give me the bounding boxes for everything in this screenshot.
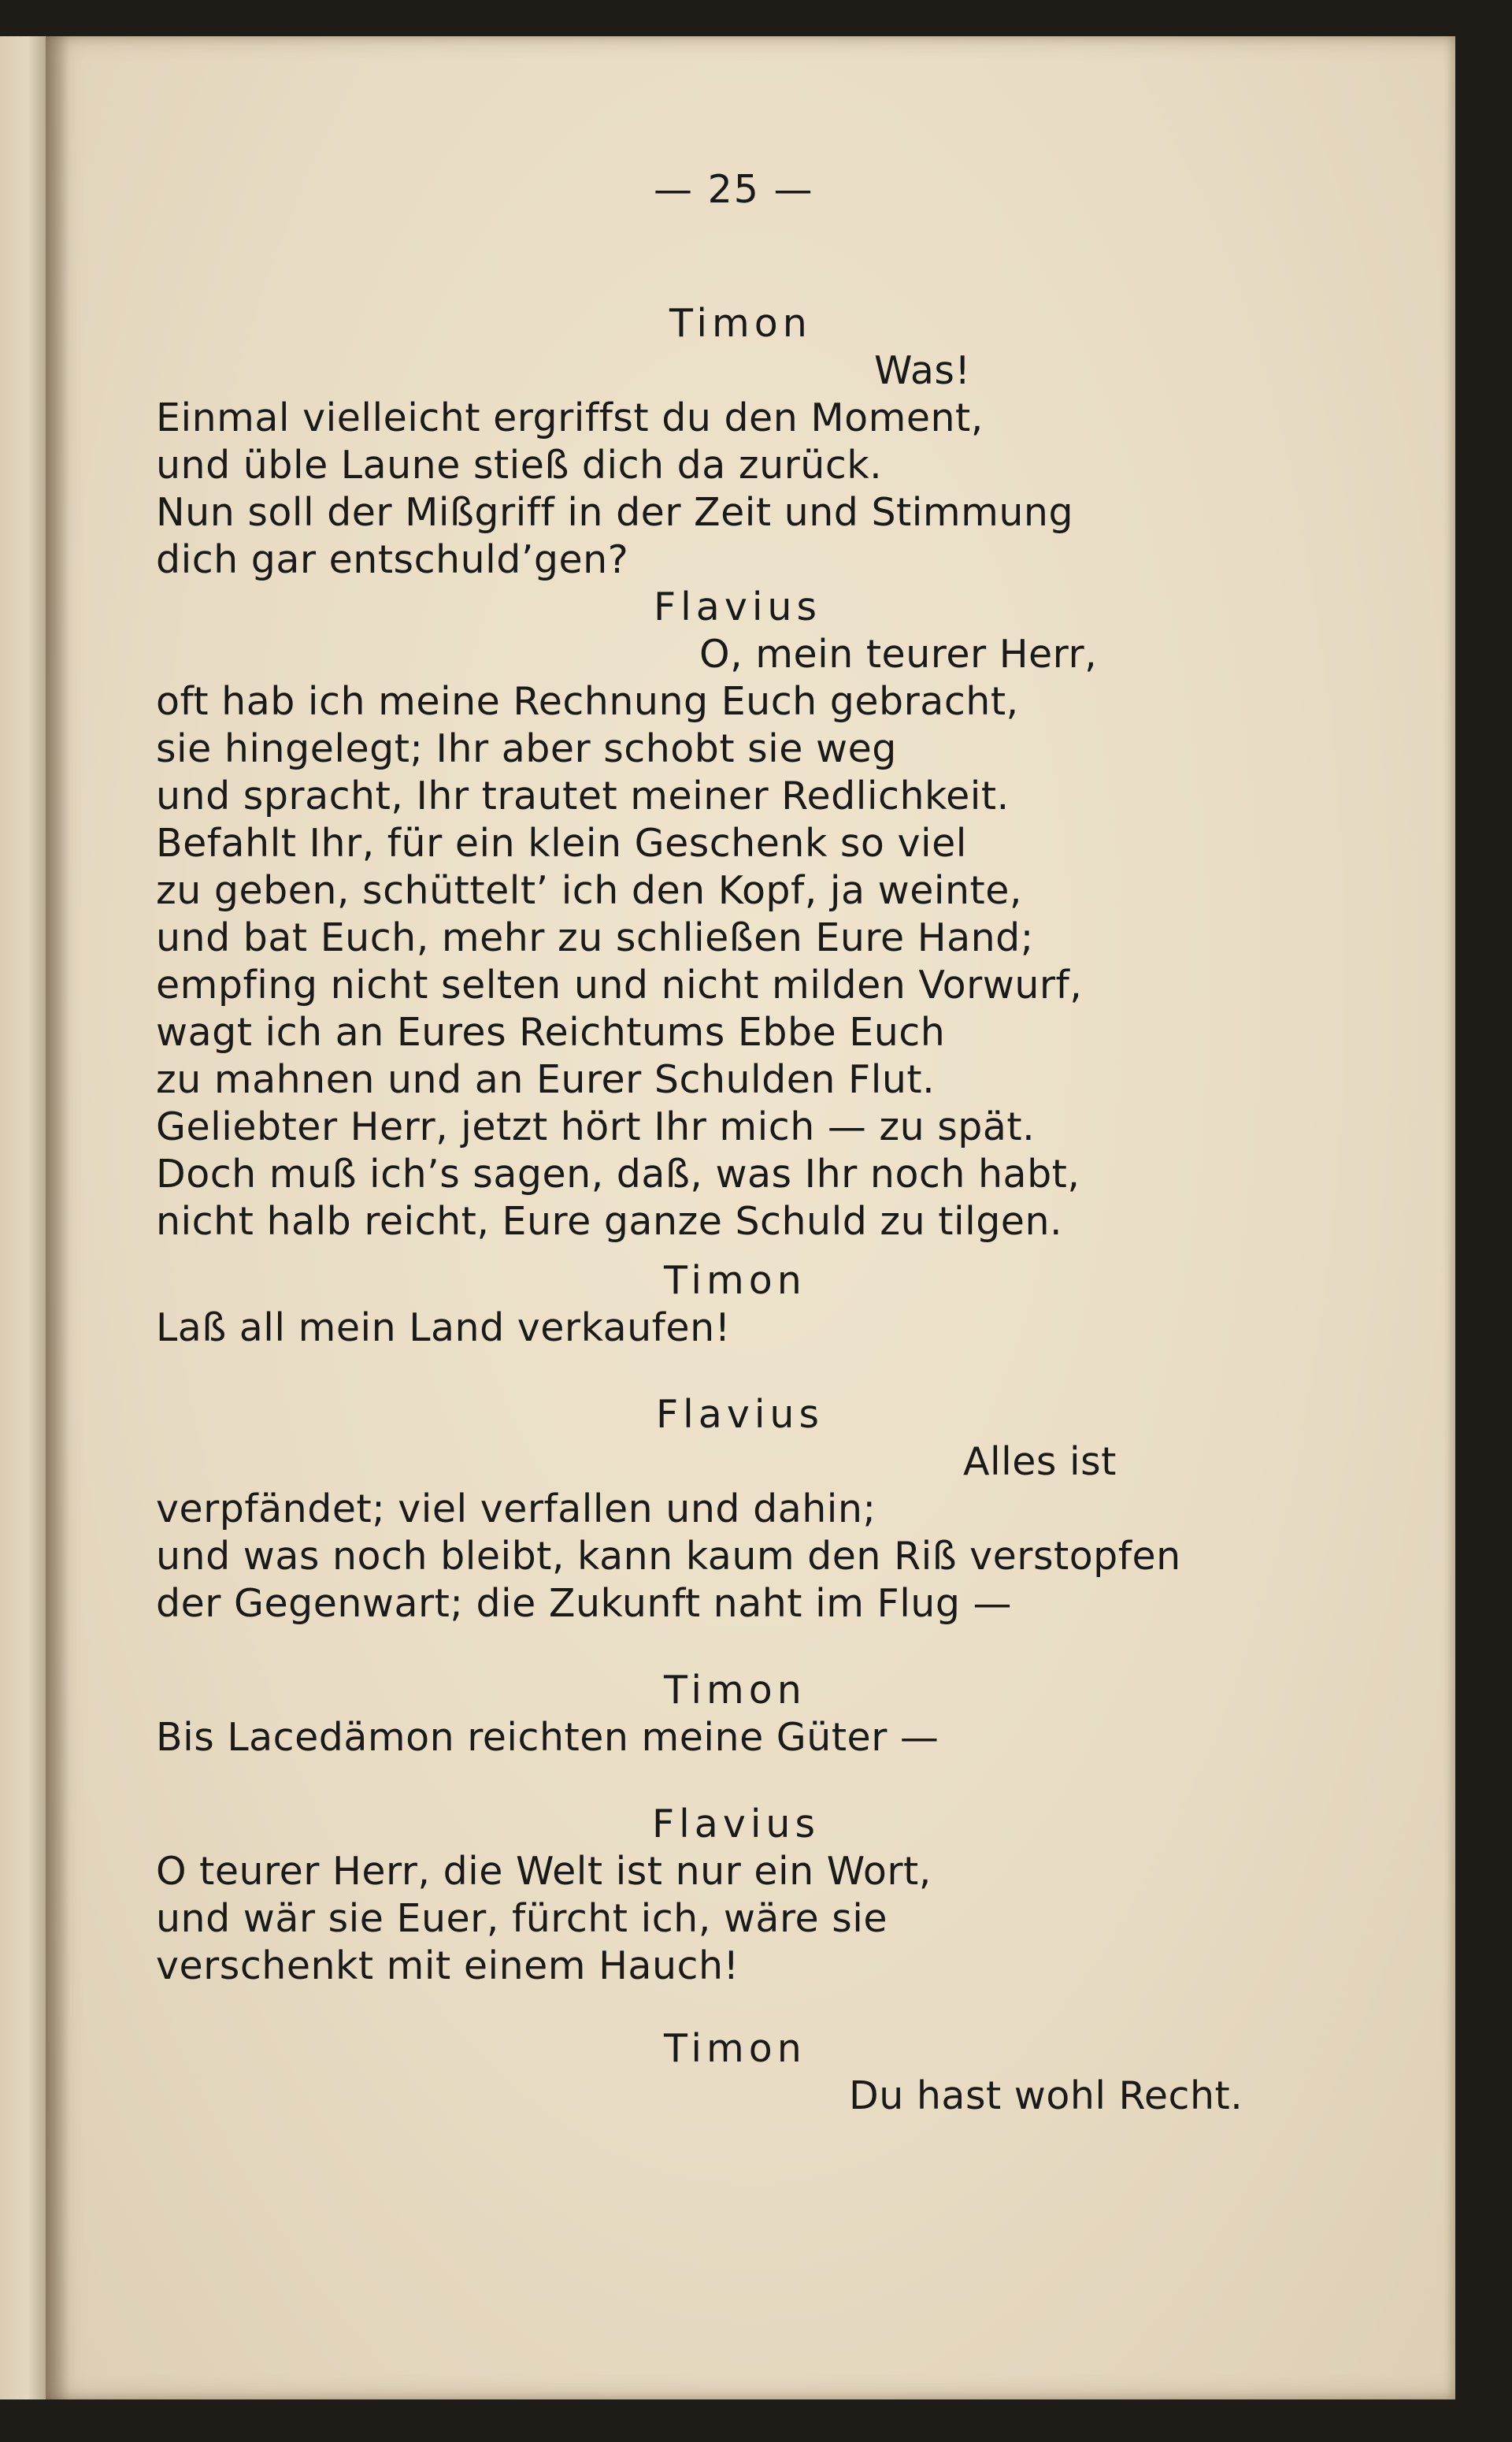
verse-line: nicht halb reicht, Eure ganze Schuld zu tilgen. [156,1199,1063,1244]
speaker-name: Timon [664,2026,806,2071]
page-number: — 25 — [654,167,814,212]
verse-line: verpfändet; viel verfallen und dahin; [156,1486,876,1531]
verse-line: der Gegenwart; die Zukunft naht im Flug — [156,1581,1013,1626]
verse-line: Befahlt Ihr, für ein klein Geschenk so viel [156,821,967,866]
verse-line: sie hingelegt; Ihr aber schobt sie weg [156,726,897,771]
speaker-name: Flavius [656,1392,825,1437]
verse-line: Was! [874,348,971,393]
verse-line: wagt ich an Eures Reichtums Ebbe Euch [156,1010,946,1055]
verse-line: Einmal vielleicht ergriffst du den Moment, [156,395,984,440]
speaker-name: Timon [664,1668,806,1713]
previous-page-edge [0,36,46,2399]
verse-line: zu geben, schüttelt’ ich den Kopf, ja weinte, [156,868,1022,913]
speaker-name: Flavius [652,1802,821,1846]
verse-line: und bat Euch, mehr zu schließen Eure Hand; [156,915,1034,960]
verse-line: verschenkt mit einem Hauch! [156,1943,739,1988]
book-page [46,36,1455,2399]
verse-line: Laß all mein Land verkaufen! [156,1305,731,1350]
gutter-shadow [46,36,69,2399]
verse-line: und was noch bleibt, kann kaum den Riß verstopfen [156,1534,1181,1579]
verse-line: Doch muß ich’s sagen, daß, was Ihr noch habt, [156,1152,1080,1197]
verse-line: oft hab ich meine Rechnung Euch gebracht, [156,679,1019,724]
verse-line: Bis Lacedämon reichten meine Güter — [156,1715,939,1760]
verse-line: und spracht, Ihr trautet meiner Redlichkeit. [156,774,1010,818]
verse-line: Nun soll der Mißgriff in der Zeit und Stimmung [156,490,1074,535]
verse-line: Geliebter Herr, jetzt hört Ihr mich — zu spät. [156,1104,1036,1149]
verse-line: empfing nicht selten und nicht milden Vorwurf, [156,963,1083,1008]
verse-line: Du hast wohl Recht. [849,2073,1243,2118]
speaker-name: Timon [669,301,812,346]
verse-line: zu mahnen und an Eurer Schulden Flut. [156,1057,936,1102]
verse-line: und wär sie Euer, fürcht ich, wäre sie [156,1896,888,1941]
verse-line: und üble Laune stieß dich da zurück. [156,443,883,488]
speaker-name: Flavius [654,585,822,629]
page-text [156,36,1337,2399]
speaker-name: Timon [664,1258,806,1303]
verse-line: Alles ist [963,1439,1117,1484]
verse-line: O, mein teurer Herr, [699,632,1098,677]
verse-line: dich gar entschuld’gen? [156,537,629,582]
verse-line: O teurer Herr, die Welt ist nur ein Wort, [156,1849,932,1894]
